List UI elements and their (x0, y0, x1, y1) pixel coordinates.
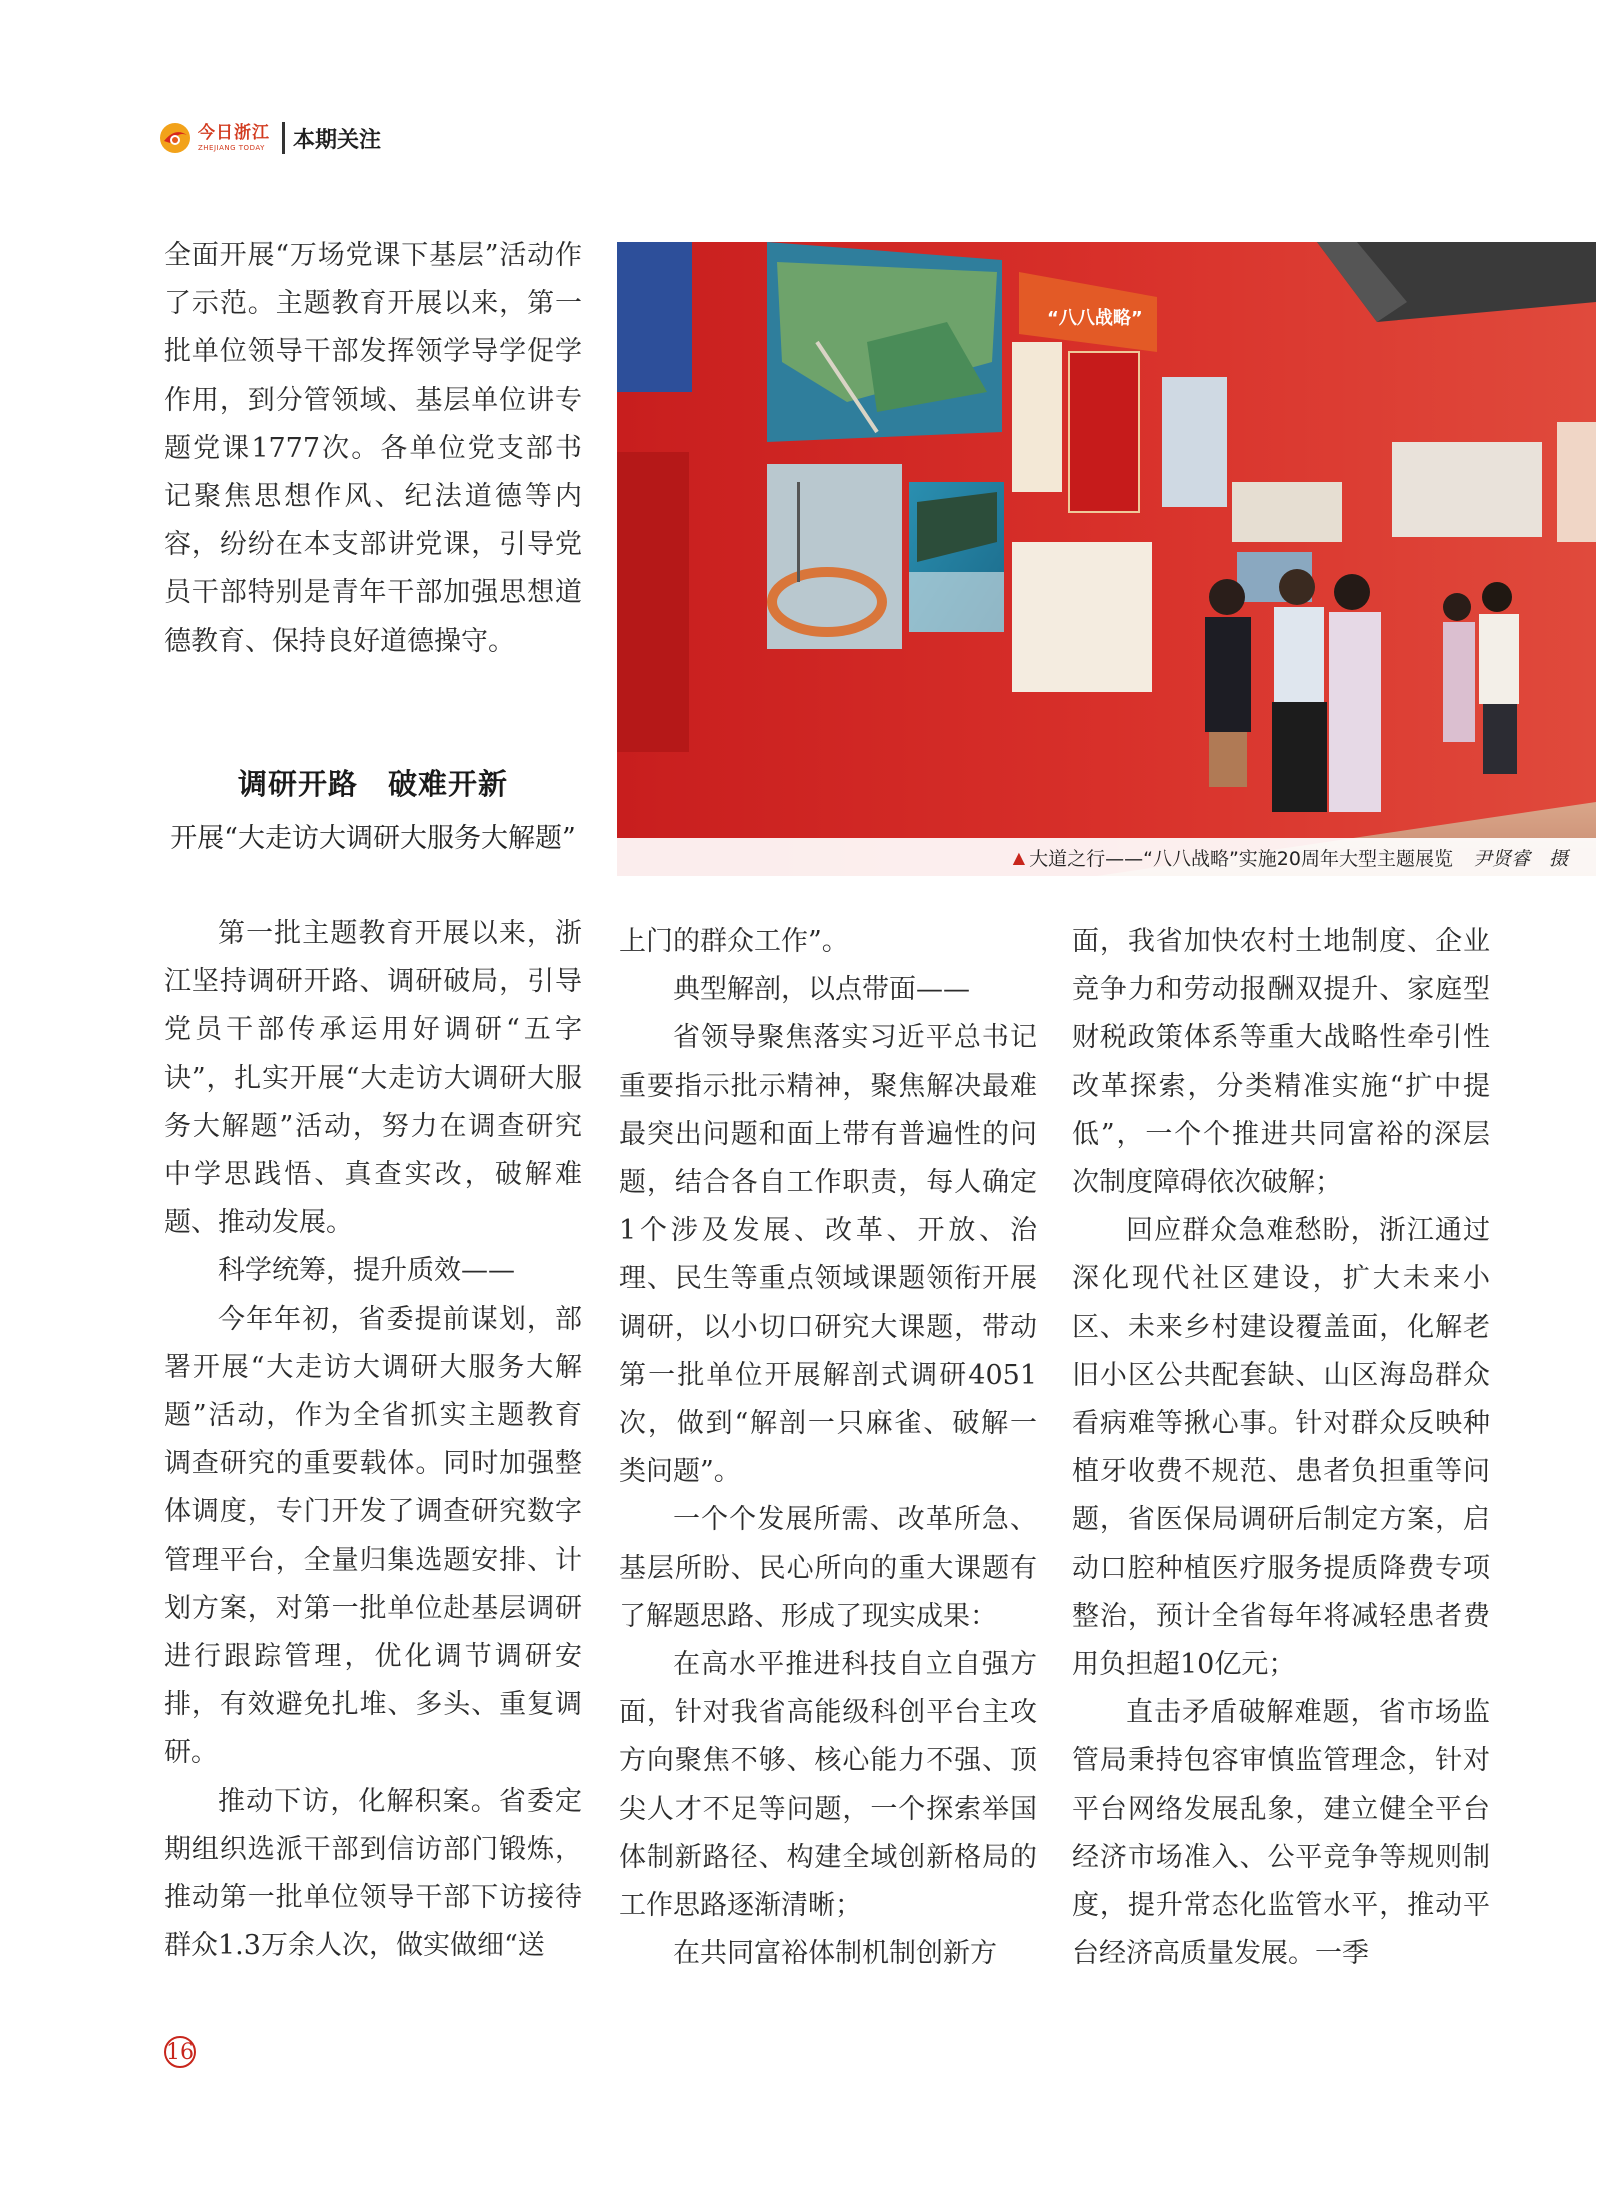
paragraph: 上门的群众工作”。 (619, 926, 849, 957)
board-title: “八八战略” (1047, 308, 1143, 329)
photo-credit: 尹贤睿 摄 (1472, 847, 1568, 870)
page-number: 16 (164, 2036, 196, 2068)
paragraph: 省领导聚焦落实习近平总书记重要指示批示精神，聚焦解决最难最突出问题和面上带有普遍性的问题，结合各自工作职责，每人确定1个涉及发展、改革、开放、治理、民生等重点领域课题领衔开展调研，以小切口研究大课题，带动第一批单位开展解剖式调研4051次，做到“解剖一只麻雀、破解一类问题”。 (619, 1022, 1037, 1488)
paragraph: 面，我省加快农村土地制度、企业竞争力和劳动报酬双提升、家庭型财税政策体系等重大战略性牵引性改革探索，分类精准实施“扩中提低”，一个个推进共同富裕的深层次制度障碍依次破解； (1072, 926, 1490, 1199)
logo-en-text: ZHEJIANG TODAY (198, 143, 265, 152)
logo-wordmark (198, 122, 270, 152)
logo-icon (158, 121, 192, 155)
header-divider (282, 122, 285, 154)
paragraph-lead: 科学统筹，提升质效—— (218, 1255, 515, 1287)
photo-caption (617, 838, 1596, 876)
paragraph: 在高水平推进科技自立自强方面，针对我省高能级科创平台主攻方向聚焦不够、核心能力不强、顶尖人才不足等问题，一个探索举国体制新路径、构建全域创新格局的工作思路逐渐清晰； (619, 1649, 1037, 1922)
caption-triangle-icon: ▲ (1012, 847, 1026, 867)
paragraph: 推动下访，化解积案。省委定期组织选派干部到信访部门锻炼，推动第一批单位领导干部下访接待群众1.3万余人次，做实做细“送 (164, 1785, 582, 1962)
caption-text: 大道之行——“八八战略”实施20周年大型主题展览 (1029, 847, 1453, 870)
paragraph: 在共同富裕体制机制创新方 (673, 1938, 997, 1970)
exhibition-photo (617, 242, 1596, 876)
paragraph: 回应群众急难愁盼，浙江通过深化现代社区建设，扩大未来小区、未来乡村建设覆盖面，化解老旧小区公共配套缺、山区海岛群众看病难等揪心事。针对群众反映种植牙收费不规范、患者负担重等问题，省医保局调研后制定方案，启动口腔种植医疗服务提质降费专项整治，预计全省每年将减轻患者费用负担超10亿元； (1072, 1215, 1490, 1681)
article-middle-column (619, 918, 1037, 1978)
paragraph: 全面开展“万场党课下基层”活动作了示范。主题教育开展以来，第一批单位领导干部发挥领学导学促学作用，到分管领域、基层单位讲专题党课1777次。各单位党支部书记聚焦思想作风、纪法道德等内容，纷纷在本支部讲党课，引导党员干部特别是青年干部加强思想道德教育、保持良好道德操守。 (164, 240, 582, 657)
paragraph: 今年年初，省委提前谋划，部署开展“大走访大调研大服务大解题”活动，作为全省抓实主题教育调查研究的重要载体。同时加强整体调度，专门开发了调查研究数字管理平台，全量归集选题安排、计划方案，对第一批单位赴基层调研进行跟踪管理，优化调节调研安排，有效避免扎堆、多头、重复调研。 (164, 1303, 582, 1769)
paragraph: 直击矛盾破解难题，省市场监管局秉持包容审慎监管理念，针对平台网络发展乱象，建立健全平台经济市场准入、公平竞争等规则制度，提升常态化监管水平，推动平台经济高质量发展。一季 (1072, 1697, 1490, 1970)
section-title: 本期关注 (293, 127, 382, 153)
section-subheading: 开展“大走访大调研大服务大解题” (170, 823, 576, 854)
page-header (158, 118, 381, 158)
article-left-column (164, 910, 582, 1970)
paragraph: 第一批主题教育开展以来，浙江坚持调研开路、调研破局，引导党员干部传承运用好调研“五字诀”，扎实开展“大走访大调研大服务大解题”活动，努力在调查研究中学思践悟、真查实改，破解难题、推动发展。 (164, 918, 582, 1239)
article-right-column (1072, 918, 1490, 1978)
section-heading: 调研开路 破难开新 (237, 767, 508, 801)
paragraph: 一个个发展所需、改革所急、基层所盼、民心所向的重大课题有了解题思路、形成了现实成果： (619, 1504, 1037, 1632)
logo-cn-text: 今日浙江 (198, 122, 270, 143)
article-left-top-column (164, 232, 582, 666)
paragraph-lead: 典型解剖，以点带面—— (673, 974, 970, 1006)
